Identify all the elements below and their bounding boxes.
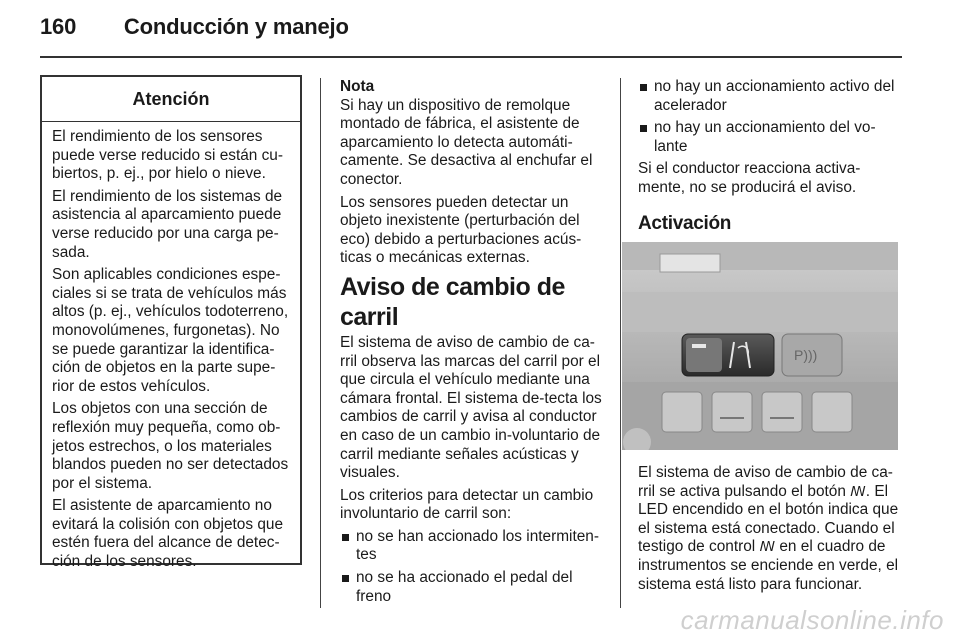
body-paragraph: Si el conductor reacciona activa-mente, no se producirá el aviso. (638, 160, 861, 196)
list-item: no se han accionado los intermiten-tes (340, 528, 606, 565)
subheading-activation: Activación (638, 212, 732, 234)
attention-paragraph: El rendimiento de los sistemas de asistencia al aparcamiento puede verse reducido por una carga pe-sada. (52, 187, 283, 261)
body-paragraph: Los criterios para detectar un cambio involuntario de carril son: (340, 486, 594, 523)
column-divider-2 (620, 78, 621, 608)
attention-heading: Atención (42, 77, 300, 122)
note-title: Nota (340, 78, 375, 95)
right-column-bottom (638, 464, 903, 598)
lane-departure-icon: ꟿ (850, 483, 866, 499)
attention-paragraph: El asistente de aparcamiento no evitará la colisión con objetos que estén fuera del alcance de detec-ción de los sensores. (52, 497, 284, 571)
middle-column (340, 78, 606, 610)
watermark: carmanualsonline.info (680, 605, 944, 635)
list-item: no hay un accionamiento activo del acelerador (638, 78, 903, 115)
section-title: Aviso de cambio de carril (340, 272, 565, 331)
list-item: no hay un accionamiento del vo-lante (638, 119, 903, 156)
header-rule (40, 56, 902, 58)
attention-paragraph: El rendimiento de los sensores puede verse reducido si están cu-biertos, p. ej., por hielo o nieve. (52, 128, 283, 183)
lane-departure-icon: ꟿ (759, 539, 776, 555)
attention-paragraph: Los objetos con una sección de reflexión muy pequeña, como ob-jetos estrechos, o los materiales blandos pueden no ser detectados por el sistema. (52, 400, 289, 492)
note-paragraph: Si hay un dispositivo de remolque montado de fábrica, el asistente de aparcamiento lo detecta automáti-camente. Se desactiva al enchufar el conector. (340, 96, 593, 188)
page-number: 160 (40, 14, 77, 39)
page-title: Conducción y manejo (123, 14, 349, 39)
dashboard-button-photo (622, 242, 898, 450)
right-column-top (638, 78, 903, 248)
list-item: no se ha accionado el pedal del freno (340, 569, 606, 606)
attention-paragraph: Son aplicables condiciones espe-ciales si se trata de vehículos más altos (p. ej., vehículos todoterreno, monovolúmenes, furgonetas). No se puede garantizar la identifica-ción de objetos en la parte supe-rior de estos vehículos. (52, 266, 289, 395)
body-paragraph: El sistema de aviso de cambio de ca-rril observa las marcas del carril por el que circula el vehículo mediante una cámara frontal. El sistema de-tecta los cambios de carril y avisa al conductor en caso de un cambio in-voluntario de carril mediante señales acústicas y visuales. (340, 333, 602, 482)
note-paragraph: Los sensores pueden detectar un objeto inexistente (perturbación del eco) debido a perturbaciones acús-ticas o mecánicas externas. (340, 193, 582, 267)
criteria-list (340, 528, 606, 606)
svg-text:P))): P))) (794, 347, 818, 363)
criteria-list-cont (638, 78, 903, 156)
activation-paragraph: El sistema de aviso de cambio de ca-rril se activa pulsando el botón ꟿ. El LED encendido en el botón indica que el sistema está conectado. Cuando el testigo de control ꟿ en el cuadro de instrumentos se enciende en verde, el sistema está listo para funcionar. (638, 464, 899, 593)
page-header (40, 14, 349, 40)
attention-box (40, 75, 302, 571)
column-divider-1 (320, 78, 321, 608)
